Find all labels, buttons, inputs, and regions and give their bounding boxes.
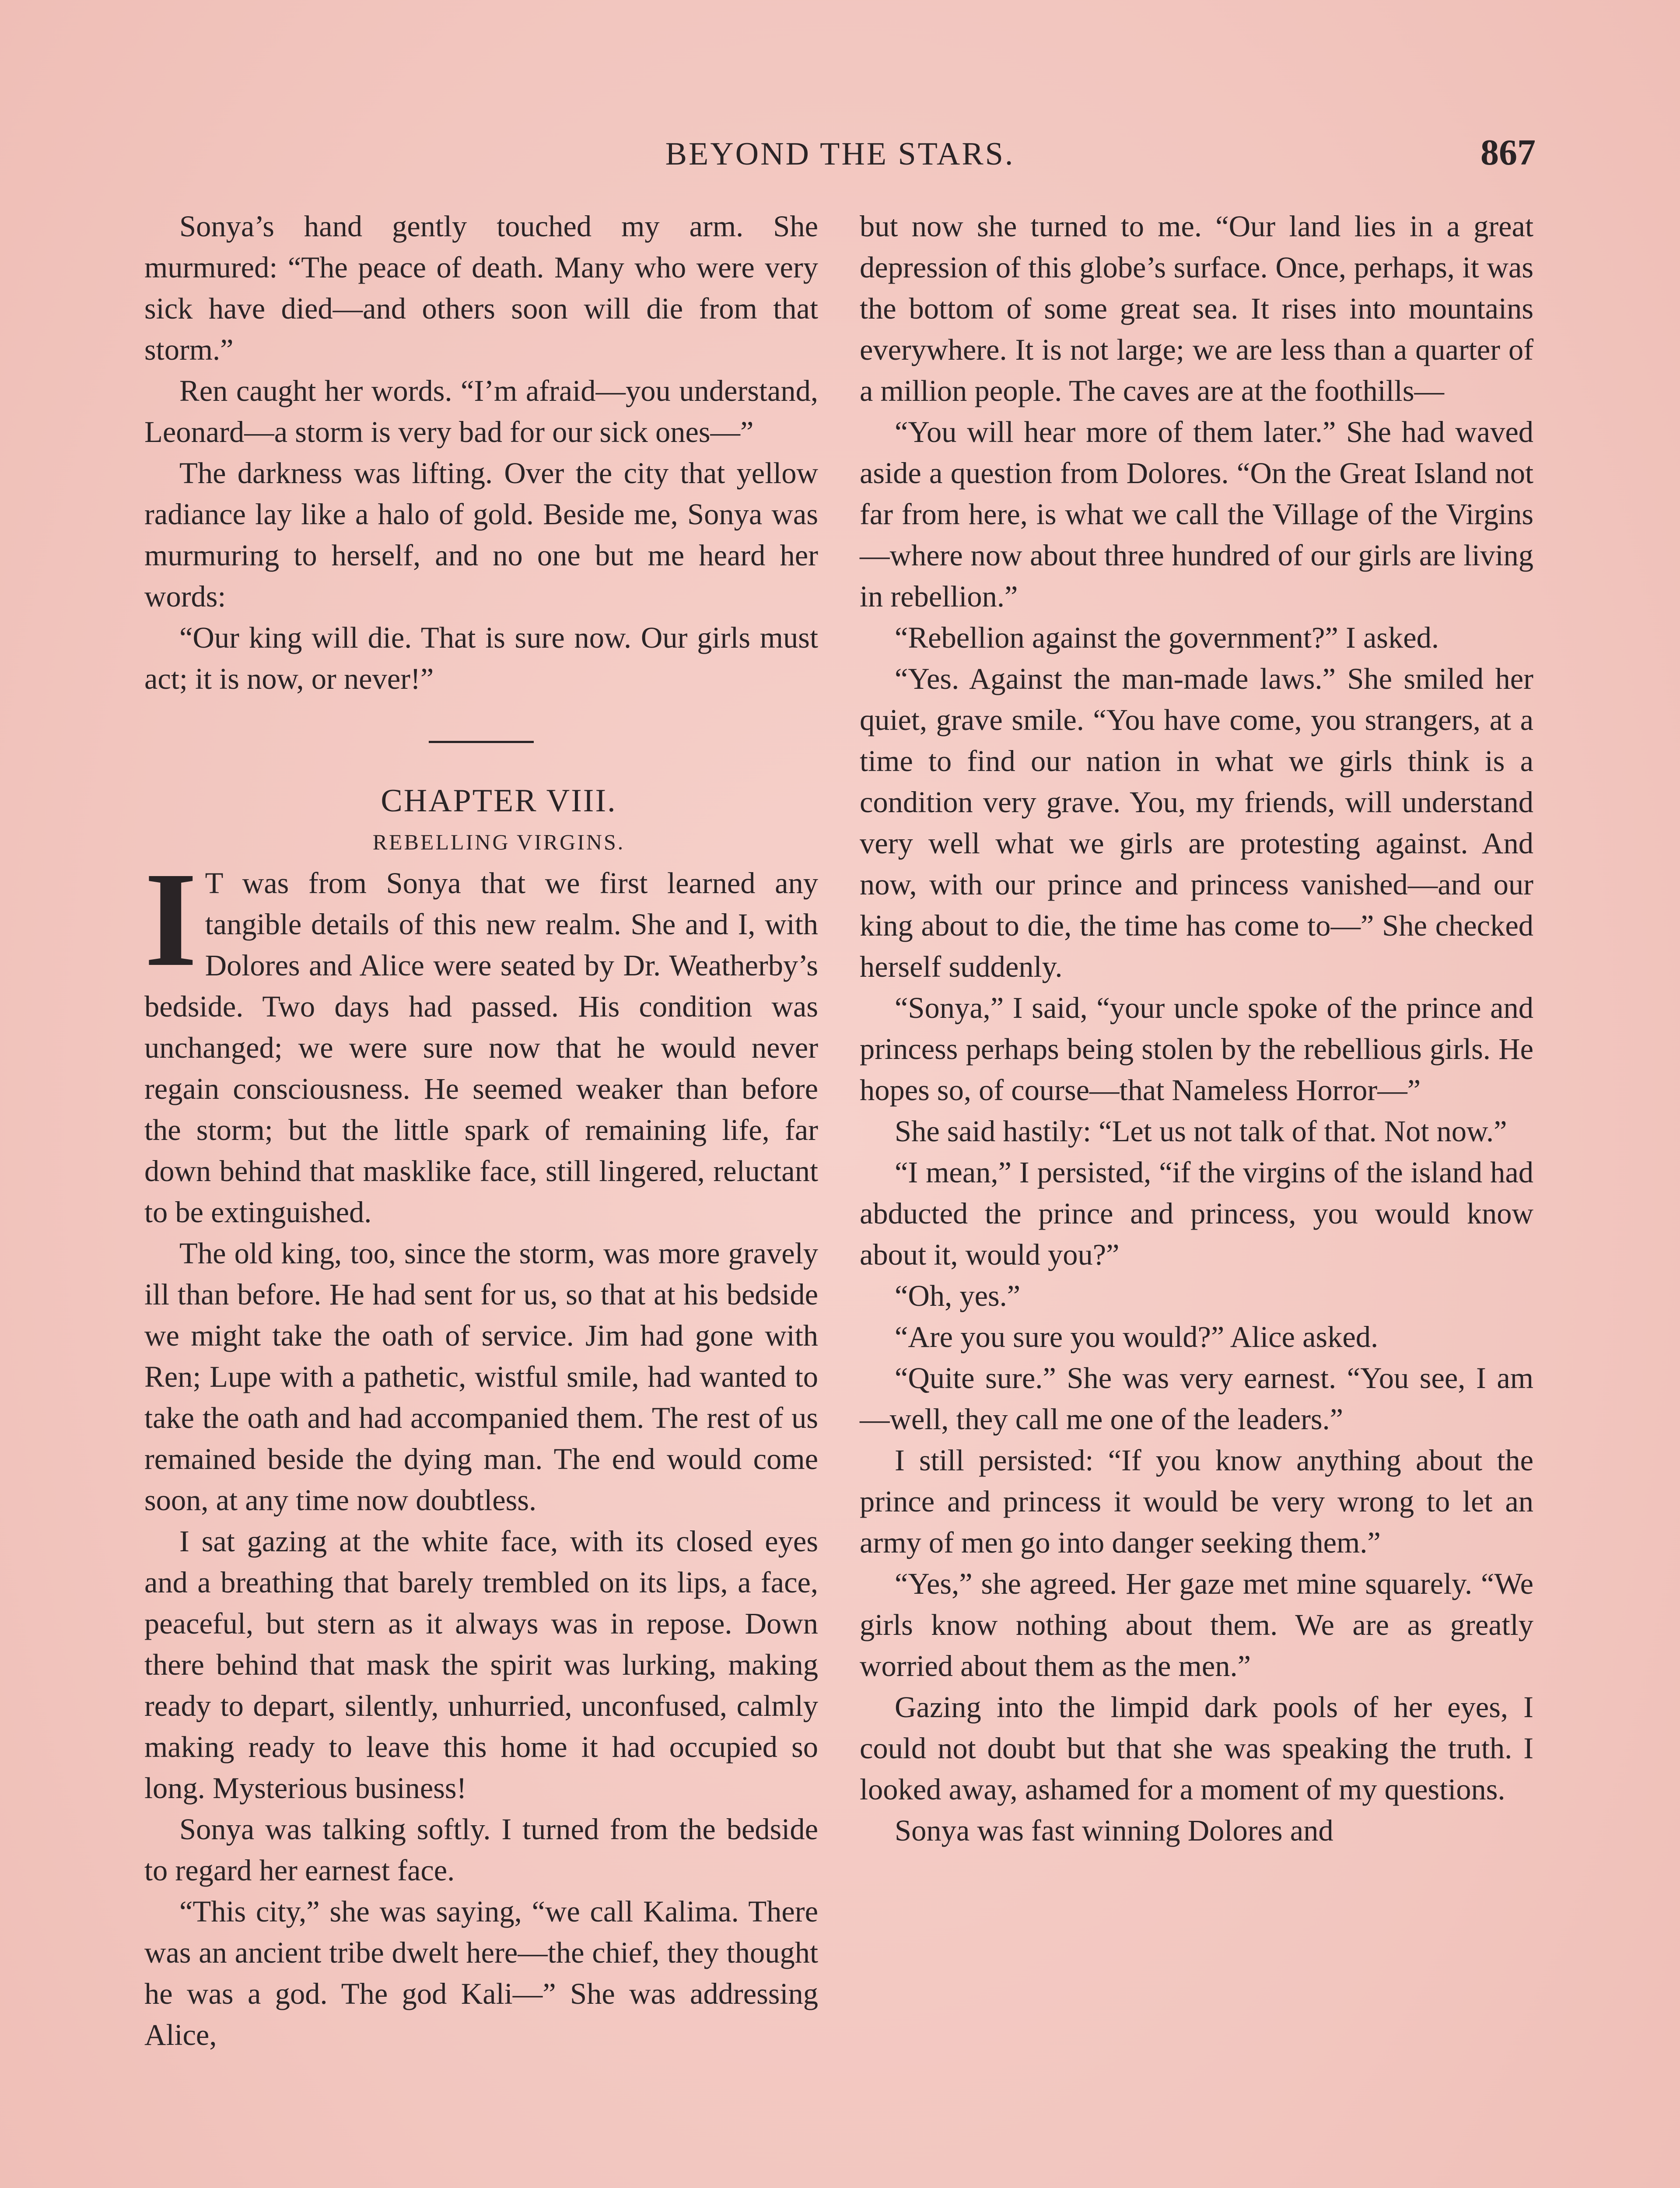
paragraph: Sonya was talking softly. I turned from the bedside to regard her earnest face.: [144, 1813, 818, 1887]
paragraph: “Quite sure.” She was very earnest. “You see, I am—well, they call me one of the leaders.”: [860, 1361, 1533, 1436]
right-column: [860, 206, 1533, 1851]
opening-paragraph-text: T was from Sonya that we first learned any tangible details of this new realm. She and I, with Dolores and Alice were seated by Dr. Weatherby’s bedside. Two days had passed. His condition was unchanged; we were sure now that he would never regain consciousness. He seemed weaker than before the storm; but the little spark of remaining life, far down behind that masklike face, still lingered, reluctant to be extinguished.: [144, 866, 818, 1229]
chapter-subtitle: REBELLING VIRGINS.: [372, 830, 625, 854]
chapter-title: CHAPTER VIII.: [381, 783, 617, 819]
paragraph: “Sonya,” I said, “your uncle spoke of the prince and princess perhaps being stolen by the rebellious girls. He hopes so, of course—that Nameless Horror—”: [860, 991, 1533, 1107]
paragraph-continuation: but now she turned to me. “Our land lies in a great depression of this globe’s surface. Once, perhaps, it was the bottom of some great sea. It rises into mountains everywhere. It is not large; we are less than a quarter of a million people. The caves are at the foothills—: [860, 210, 1533, 407]
running-title: BEYOND THE STARS.: [665, 136, 1015, 172]
paragraph: “Yes. Against the man-made laws.” She smiled her quiet, grave smile. “You have come, you strangers, at a time to find our nation in what we girls think is a condition very grave. You, my friends, will understand very well what we girls are protesting against. And now, with our prince and princess vanished—and our king about to die, the time has come to—” She checked herself suddenly.: [860, 662, 1533, 983]
page-number: 867: [1480, 132, 1536, 173]
paragraph: “You will hear more of them later.” She had waved aside a question from Dolores. “On the Great Island not far from here, is what we call the Village of the Virgins—where now about three hundred of our girls are living in rebellion.”: [860, 415, 1533, 613]
paragraph: The old king, too, since the storm, was more gravely ill than before. He had sent for us, so that at his bedside we might take the oath of service. Jim had gone with Ren; Lupe with a pathetic, wistful smile, had wanted to take the oath and had accompanied them. The rest of us remained beside the dying man. The end would come soon, at any time now doubtless.: [144, 1237, 818, 1517]
drop-cap: I: [144, 845, 197, 995]
paragraph: Sonya was fast winning Dolores and: [895, 1814, 1334, 1847]
paragraph: I sat gazing at the white face, with its closed eyes and a breathing that barely trembled on its lips, a face, peaceful, but stern as it always was in repose. Down there behind that mask the spirit was lurking, making ready to depart, silently, unhurried, unconfused, calmly making ready to leave this home it had occupied so long. Mysterious business!: [144, 1525, 818, 1805]
section-divider: [429, 741, 534, 743]
left-column: [144, 206, 818, 2055]
paragraph: “Are you sure you would?” Alice asked.: [895, 1320, 1379, 1353]
paragraph: The darkness was lifting. Over the city that yellow radiance lay like a halo of gold. Beside me, Sonya was murmuring to herself, and no one but me heard her words:: [144, 456, 818, 613]
paragraph: I still persisted: “If you know anything about the prince and princess it would be very wrong to let an army of men go into danger seeking them.”: [860, 1444, 1533, 1559]
paragraph: “I mean,” I persisted, “if the virgins of the island had abducted the prince and princess, you would know about it, would you?”: [860, 1156, 1533, 1271]
paragraph: She said hastily: “Let us not talk of that. Not now.”: [895, 1115, 1507, 1148]
paragraph: “Yes,” she agreed. Her gaze met mine squarely. “We girls know nothing about them. We are as greatly worried about them as the men.”: [860, 1567, 1533, 1683]
paragraph: Gazing into the limpid dark pools of her eyes, I could not doubt but that she was speaking the truth. I looked away, ashamed for a moment of my questions.: [860, 1690, 1533, 1806]
opening-paragraph: [144, 845, 818, 1233]
paragraph: Ren caught her words. “I’m afraid—you understand, Leonard—a storm is very bad for our sick ones—”: [144, 374, 818, 449]
paragraph: “This city,” she was saying, “we call Kalima. There was an ancient tribe dwelt here—the chief, they thought he was a god. The god Kali—” She was addressing Alice,: [144, 1895, 818, 2051]
paragraph: Sonya’s hand gently touched my arm. She murmured: “The peace of death. Many who were very sick have died—and others soon will die from that storm.”: [144, 210, 818, 366]
paragraph: “Our king will die. That is sure now. Our girls must act; it is now, or never!”: [144, 621, 818, 695]
paragraph: “Oh, yes.”: [895, 1279, 1021, 1312]
paragraph: “Rebellion against the government?” I asked.: [895, 621, 1439, 654]
page-header: [144, 131, 1536, 179]
